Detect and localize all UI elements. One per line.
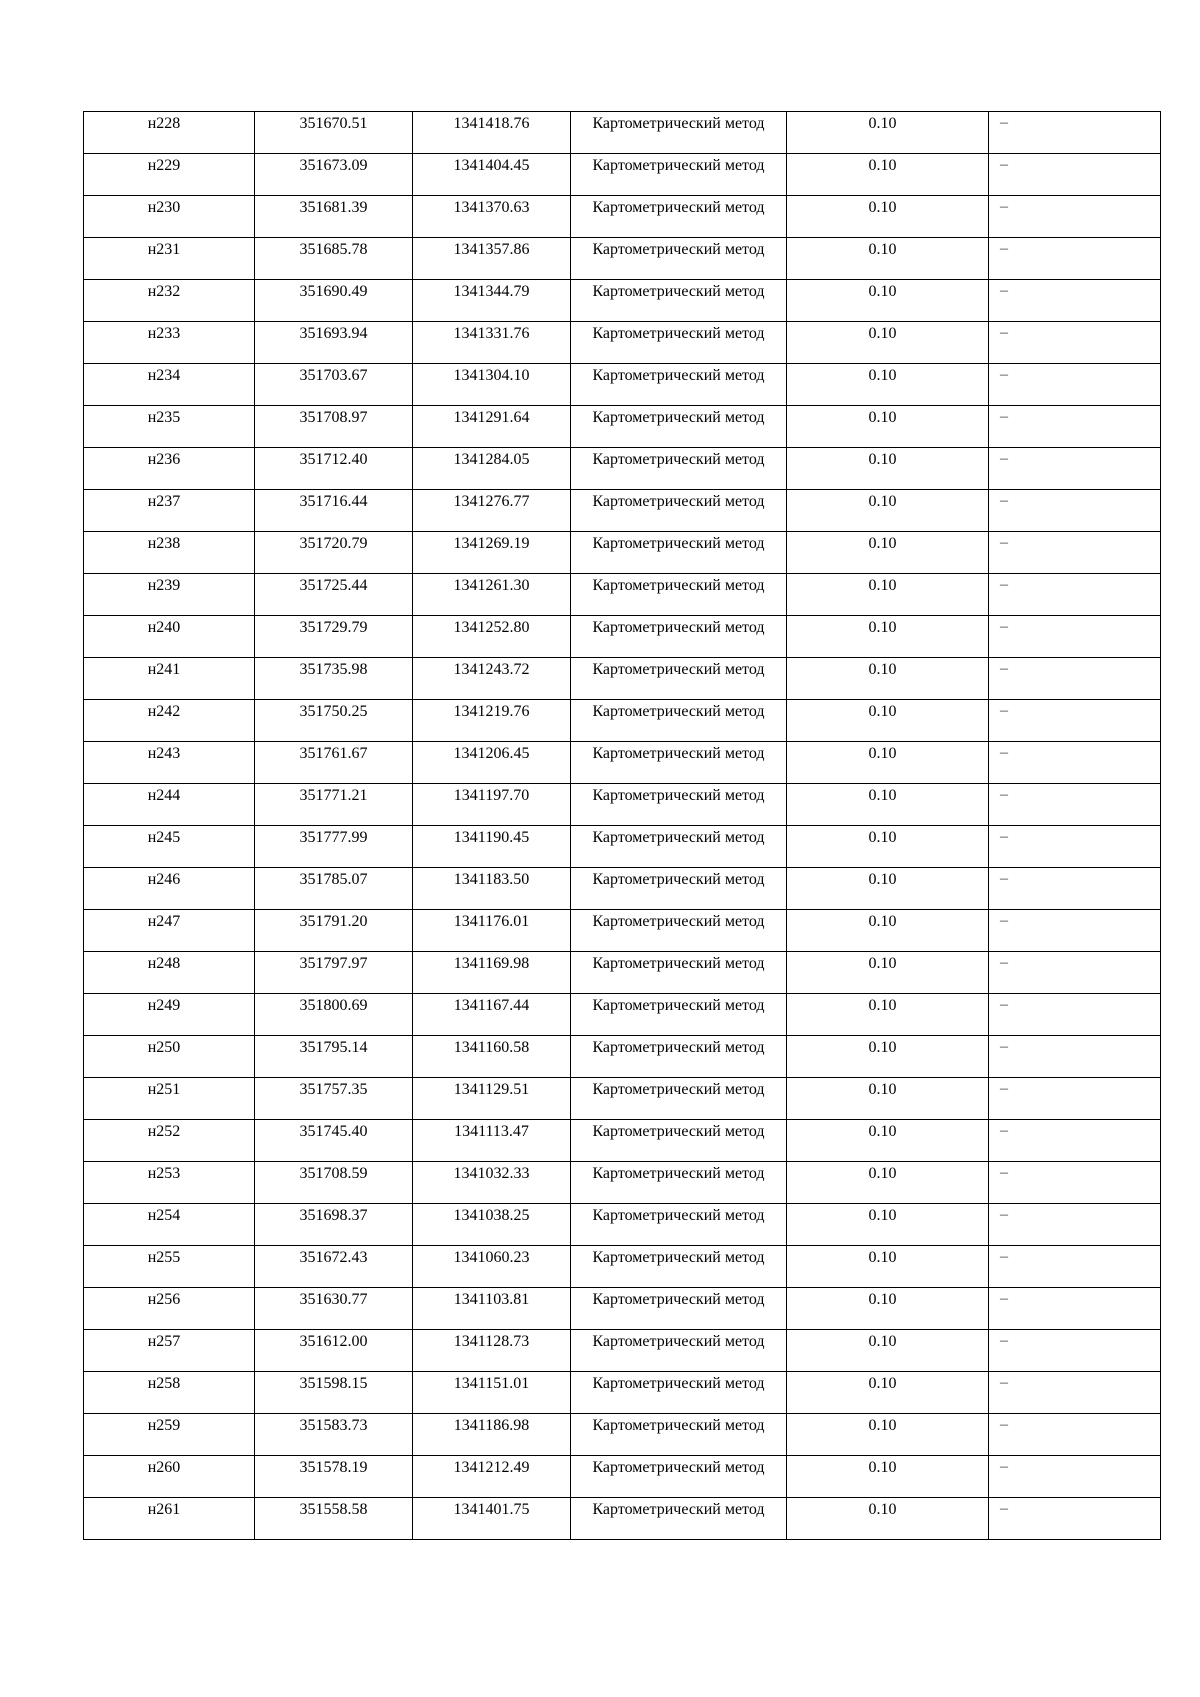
description-cell: – — [989, 784, 1161, 826]
description-cell: – — [989, 280, 1161, 322]
method-cell: Картометрический метод — [571, 952, 787, 994]
precision-cell: 0.10 — [787, 1456, 989, 1498]
coordinate-y-cell: 1341291.64 — [413, 406, 571, 448]
coordinate-x-cell: 351708.59 — [255, 1162, 413, 1204]
table-row — [84, 154, 1161, 196]
method-cell: Картометрический метод — [571, 238, 787, 280]
coordinate-x-cell: 351630.77 — [255, 1288, 413, 1330]
coordinate-x-cell: 351698.37 — [255, 1204, 413, 1246]
method-cell: Картометрический метод — [571, 910, 787, 952]
description-cell: – — [989, 490, 1161, 532]
coordinate-y-cell: 1341186.98 — [413, 1414, 571, 1456]
point-number-cell: н241 — [84, 658, 255, 700]
method-cell: Картометрический метод — [571, 154, 787, 196]
method-cell: Картометрический метод — [571, 1414, 787, 1456]
coordinate-y-cell: 1341331.76 — [413, 322, 571, 364]
method-cell: Картометрический метод — [571, 280, 787, 322]
coordinate-y-cell: 1341183.50 — [413, 868, 571, 910]
point-number-cell: н239 — [84, 574, 255, 616]
point-number-cell: н235 — [84, 406, 255, 448]
point-number-cell: н256 — [84, 1288, 255, 1330]
coordinate-y-cell: 1341160.58 — [413, 1036, 571, 1078]
description-cell: – — [989, 994, 1161, 1036]
method-cell: Картометрический метод — [571, 1288, 787, 1330]
coordinate-x-cell: 351578.19 — [255, 1456, 413, 1498]
coordinate-y-cell: 1341032.33 — [413, 1162, 571, 1204]
table-row — [84, 1330, 1161, 1372]
description-cell: – — [989, 112, 1161, 154]
method-cell: Картометрический метод — [571, 1036, 787, 1078]
coordinate-x-cell: 351795.14 — [255, 1036, 413, 1078]
point-number-cell: н246 — [84, 868, 255, 910]
coordinate-x-cell: 351791.20 — [255, 910, 413, 952]
description-cell: – — [989, 1414, 1161, 1456]
precision-cell: 0.10 — [787, 112, 989, 154]
precision-cell: 0.10 — [787, 826, 989, 868]
description-cell: – — [989, 1372, 1161, 1414]
description-cell: – — [989, 616, 1161, 658]
coordinate-x-cell: 351777.99 — [255, 826, 413, 868]
point-number-cell: н237 — [84, 490, 255, 532]
description-cell: – — [989, 1456, 1161, 1498]
coordinate-y-cell: 1341219.76 — [413, 700, 571, 742]
coordinate-y-cell: 1341370.63 — [413, 196, 571, 238]
table-row — [84, 1456, 1161, 1498]
precision-cell: 0.10 — [787, 196, 989, 238]
table-row — [84, 826, 1161, 868]
table-row — [84, 532, 1161, 574]
coordinate-y-cell: 1341060.23 — [413, 1246, 571, 1288]
coordinate-y-cell: 1341169.98 — [413, 952, 571, 994]
coordinate-y-cell: 1341418.76 — [413, 112, 571, 154]
description-cell: – — [989, 574, 1161, 616]
description-cell: – — [989, 1120, 1161, 1162]
coordinate-x-cell: 351785.07 — [255, 868, 413, 910]
point-number-cell: н240 — [84, 616, 255, 658]
table-row — [84, 1120, 1161, 1162]
precision-cell: 0.10 — [787, 910, 989, 952]
method-cell: Картометрический метод — [571, 1456, 787, 1498]
coordinate-x-cell: 351771.21 — [255, 784, 413, 826]
table-row — [84, 1078, 1161, 1120]
method-cell: Картометрический метод — [571, 742, 787, 784]
precision-cell: 0.10 — [787, 868, 989, 910]
table-row — [84, 280, 1161, 322]
method-cell: Картометрический метод — [571, 658, 787, 700]
method-cell: Картометрический метод — [571, 1078, 787, 1120]
coordinate-x-cell: 351797.97 — [255, 952, 413, 994]
point-number-cell: н244 — [84, 784, 255, 826]
method-cell: Картометрический метод — [571, 784, 787, 826]
description-cell: – — [989, 448, 1161, 490]
description-cell: – — [989, 154, 1161, 196]
coordinate-x-cell: 351757.35 — [255, 1078, 413, 1120]
coordinate-x-cell: 351673.09 — [255, 154, 413, 196]
table-row — [84, 616, 1161, 658]
coordinate-x-cell: 351735.98 — [255, 658, 413, 700]
point-number-cell: н258 — [84, 1372, 255, 1414]
coordinate-y-cell: 1341128.73 — [413, 1330, 571, 1372]
coordinate-x-cell: 351745.40 — [255, 1120, 413, 1162]
description-cell: – — [989, 1498, 1161, 1540]
coordinate-x-cell: 351761.67 — [255, 742, 413, 784]
table-row — [84, 1414, 1161, 1456]
precision-cell: 0.10 — [787, 154, 989, 196]
coordinate-x-cell: 351690.49 — [255, 280, 413, 322]
description-cell: – — [989, 952, 1161, 994]
method-cell: Картометрический метод — [571, 1330, 787, 1372]
precision-cell: 0.10 — [787, 364, 989, 406]
table-row — [84, 658, 1161, 700]
description-cell: – — [989, 1204, 1161, 1246]
table-row — [84, 448, 1161, 490]
precision-cell: 0.10 — [787, 742, 989, 784]
precision-cell: 0.10 — [787, 238, 989, 280]
point-number-cell: н251 — [84, 1078, 255, 1120]
method-cell: Картометрический метод — [571, 490, 787, 532]
description-cell: – — [989, 1036, 1161, 1078]
coordinates-table-body — [84, 112, 1161, 1540]
description-cell: – — [989, 700, 1161, 742]
point-number-cell: н254 — [84, 1204, 255, 1246]
description-cell: – — [989, 1162, 1161, 1204]
point-number-cell: н229 — [84, 154, 255, 196]
precision-cell: 0.10 — [787, 532, 989, 574]
coordinate-y-cell: 1341243.72 — [413, 658, 571, 700]
table-row — [84, 1498, 1161, 1540]
description-cell: – — [989, 238, 1161, 280]
method-cell: Картометрический метод — [571, 1120, 787, 1162]
coordinate-y-cell: 1341206.45 — [413, 742, 571, 784]
point-number-cell: н245 — [84, 826, 255, 868]
coordinate-y-cell: 1341167.44 — [413, 994, 571, 1036]
coordinate-x-cell: 351672.43 — [255, 1246, 413, 1288]
table-row — [84, 112, 1161, 154]
point-number-cell: н242 — [84, 700, 255, 742]
point-number-cell: н243 — [84, 742, 255, 784]
point-number-cell: н231 — [84, 238, 255, 280]
coordinate-x-cell: 351558.58 — [255, 1498, 413, 1540]
coordinate-y-cell: 1341212.49 — [413, 1456, 571, 1498]
precision-cell: 0.10 — [787, 1288, 989, 1330]
description-cell: – — [989, 826, 1161, 868]
precision-cell: 0.10 — [787, 658, 989, 700]
coordinate-y-cell: 1341129.51 — [413, 1078, 571, 1120]
precision-cell: 0.10 — [787, 952, 989, 994]
method-cell: Картометрический метод — [571, 196, 787, 238]
table-row — [84, 490, 1161, 532]
coordinate-x-cell: 351750.25 — [255, 700, 413, 742]
description-cell: – — [989, 658, 1161, 700]
coordinate-y-cell: 1341404.45 — [413, 154, 571, 196]
method-cell: Картометрический метод — [571, 868, 787, 910]
table-row — [84, 406, 1161, 448]
description-cell: – — [989, 868, 1161, 910]
coordinate-y-cell: 1341269.19 — [413, 532, 571, 574]
coordinate-y-cell: 1341401.75 — [413, 1498, 571, 1540]
coordinate-x-cell: 351598.15 — [255, 1372, 413, 1414]
coordinate-x-cell: 351685.78 — [255, 238, 413, 280]
precision-cell: 0.10 — [787, 1414, 989, 1456]
precision-cell: 0.10 — [787, 1330, 989, 1372]
coordinate-y-cell: 1341284.05 — [413, 448, 571, 490]
table-row — [84, 1372, 1161, 1414]
point-number-cell: н232 — [84, 280, 255, 322]
precision-cell: 0.10 — [787, 1204, 989, 1246]
precision-cell: 0.10 — [787, 1246, 989, 1288]
coordinate-y-cell: 1341151.01 — [413, 1372, 571, 1414]
coordinate-x-cell: 351716.44 — [255, 490, 413, 532]
coordinate-y-cell: 1341276.77 — [413, 490, 571, 532]
precision-cell: 0.10 — [787, 490, 989, 532]
coordinate-x-cell: 351708.97 — [255, 406, 413, 448]
method-cell: Картометрический метод — [571, 532, 787, 574]
coordinate-y-cell: 1341304.10 — [413, 364, 571, 406]
coordinate-x-cell: 351725.44 — [255, 574, 413, 616]
coordinate-x-cell: 351729.79 — [255, 616, 413, 658]
method-cell: Картометрический метод — [571, 700, 787, 742]
coordinate-x-cell: 351583.73 — [255, 1414, 413, 1456]
coordinate-x-cell: 351670.51 — [255, 112, 413, 154]
table-row — [84, 910, 1161, 952]
coordinate-y-cell: 1341103.81 — [413, 1288, 571, 1330]
description-cell: – — [989, 1330, 1161, 1372]
method-cell: Картометрический метод — [571, 406, 787, 448]
coordinate-y-cell: 1341113.47 — [413, 1120, 571, 1162]
precision-cell: 0.10 — [787, 322, 989, 364]
precision-cell: 0.10 — [787, 574, 989, 616]
description-cell: – — [989, 364, 1161, 406]
point-number-cell: н250 — [84, 1036, 255, 1078]
description-cell: – — [989, 910, 1161, 952]
coordinate-x-cell: 351681.39 — [255, 196, 413, 238]
table-row — [84, 1288, 1161, 1330]
coordinate-y-cell: 1341252.80 — [413, 616, 571, 658]
point-number-cell: н249 — [84, 994, 255, 1036]
precision-cell: 0.10 — [787, 1120, 989, 1162]
coordinate-y-cell: 1341344.79 — [413, 280, 571, 322]
method-cell: Картометрический метод — [571, 574, 787, 616]
point-number-cell: н248 — [84, 952, 255, 994]
coordinate-y-cell: 1341357.86 — [413, 238, 571, 280]
point-number-cell: н255 — [84, 1246, 255, 1288]
table-row — [84, 784, 1161, 826]
method-cell: Картометрический метод — [571, 1162, 787, 1204]
table-row — [84, 1246, 1161, 1288]
precision-cell: 0.10 — [787, 700, 989, 742]
coordinate-x-cell: 351800.69 — [255, 994, 413, 1036]
coordinate-x-cell: 351612.00 — [255, 1330, 413, 1372]
precision-cell: 0.10 — [787, 616, 989, 658]
coordinate-x-cell: 351720.79 — [255, 532, 413, 574]
description-cell: – — [989, 1246, 1161, 1288]
table-row — [84, 238, 1161, 280]
point-number-cell: н236 — [84, 448, 255, 490]
table-row — [84, 364, 1161, 406]
precision-cell: 0.10 — [787, 1498, 989, 1540]
point-number-cell: н261 — [84, 1498, 255, 1540]
coordinate-x-cell: 351703.67 — [255, 364, 413, 406]
method-cell: Картометрический метод — [571, 1246, 787, 1288]
table-row — [84, 742, 1161, 784]
precision-cell: 0.10 — [787, 448, 989, 490]
point-number-cell: н230 — [84, 196, 255, 238]
coordinates-table — [83, 111, 1161, 1540]
precision-cell: 0.10 — [787, 280, 989, 322]
point-number-cell: н260 — [84, 1456, 255, 1498]
table-row — [84, 700, 1161, 742]
coordinate-y-cell: 1341190.45 — [413, 826, 571, 868]
description-cell: – — [989, 1288, 1161, 1330]
description-cell: – — [989, 1078, 1161, 1120]
precision-cell: 0.10 — [787, 1078, 989, 1120]
precision-cell: 0.10 — [787, 1036, 989, 1078]
table-row — [84, 868, 1161, 910]
description-cell: – — [989, 532, 1161, 574]
point-number-cell: н228 — [84, 112, 255, 154]
table-row — [84, 322, 1161, 364]
coordinate-y-cell: 1341261.30 — [413, 574, 571, 616]
table-row — [84, 196, 1161, 238]
description-cell: – — [989, 196, 1161, 238]
table-row — [84, 574, 1161, 616]
table-row — [84, 994, 1161, 1036]
point-number-cell: н247 — [84, 910, 255, 952]
description-cell: – — [989, 406, 1161, 448]
table-row — [84, 1204, 1161, 1246]
point-number-cell: н257 — [84, 1330, 255, 1372]
coordinate-y-cell: 1341176.01 — [413, 910, 571, 952]
method-cell: Картометрический метод — [571, 826, 787, 868]
method-cell: Картометрический метод — [571, 364, 787, 406]
precision-cell: 0.10 — [787, 406, 989, 448]
coordinate-x-cell: 351712.40 — [255, 448, 413, 490]
table-row — [84, 1036, 1161, 1078]
coordinate-y-cell: 1341038.25 — [413, 1204, 571, 1246]
table-row — [84, 1162, 1161, 1204]
description-cell: – — [989, 322, 1161, 364]
point-number-cell: н238 — [84, 532, 255, 574]
point-number-cell: н233 — [84, 322, 255, 364]
description-cell: – — [989, 742, 1161, 784]
table-row — [84, 952, 1161, 994]
method-cell: Картометрический метод — [571, 1498, 787, 1540]
method-cell: Картометрический метод — [571, 616, 787, 658]
method-cell: Картометрический метод — [571, 994, 787, 1036]
point-number-cell: н234 — [84, 364, 255, 406]
precision-cell: 0.10 — [787, 994, 989, 1036]
coordinate-y-cell: 1341197.70 — [413, 784, 571, 826]
method-cell: Картометрический метод — [571, 322, 787, 364]
point-number-cell: н252 — [84, 1120, 255, 1162]
method-cell: Картометрический метод — [571, 112, 787, 154]
method-cell: Картометрический метод — [571, 1204, 787, 1246]
method-cell: Картометрический метод — [571, 1372, 787, 1414]
precision-cell: 0.10 — [787, 1162, 989, 1204]
method-cell: Картометрический метод — [571, 448, 787, 490]
precision-cell: 0.10 — [787, 1372, 989, 1414]
point-number-cell: н253 — [84, 1162, 255, 1204]
coordinate-x-cell: 351693.94 — [255, 322, 413, 364]
point-number-cell: н259 — [84, 1414, 255, 1456]
precision-cell: 0.10 — [787, 784, 989, 826]
